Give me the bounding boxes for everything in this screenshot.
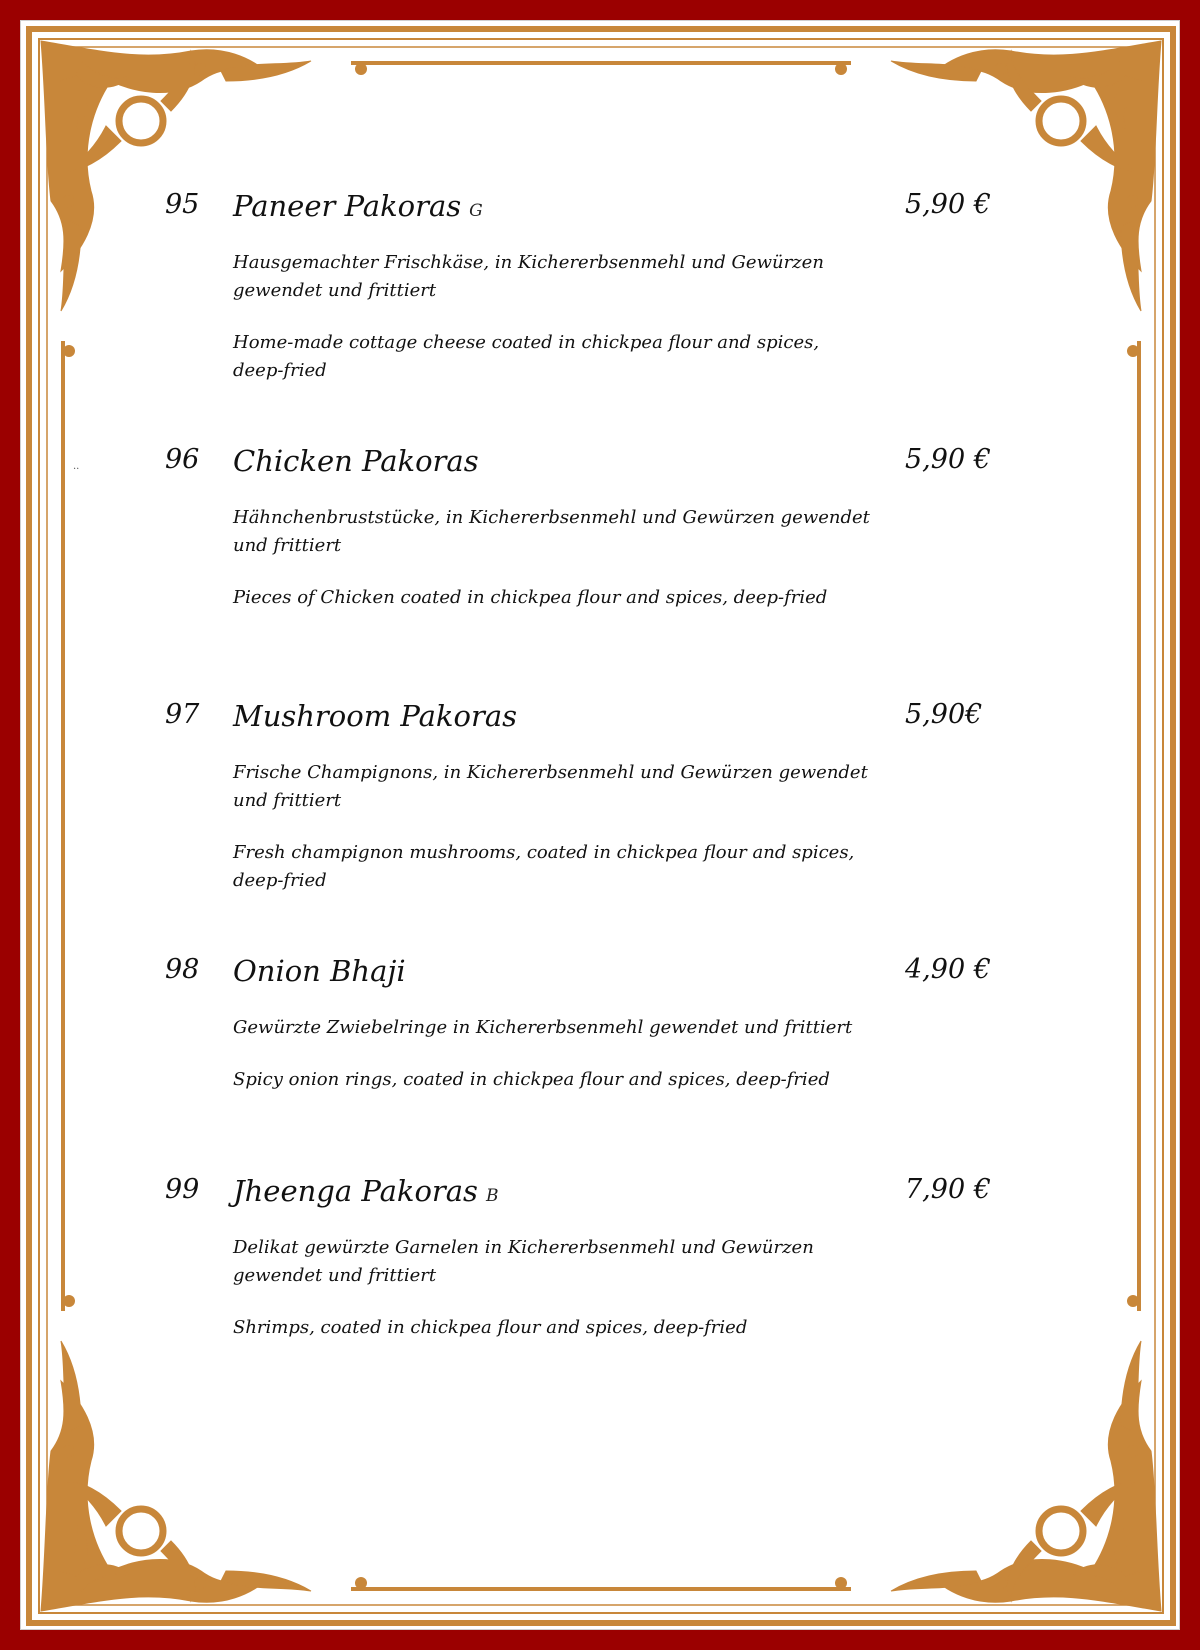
description-english: Shrimps, coated in chickpea flour and spices, deep-fried: [233, 1317, 748, 1338]
description-german: Hähnchenbruststücke, in Kichererbsenmehl und Gewürzen gewendet und frittiert: [233, 507, 870, 556]
item-name-text: Paneer Pakoras: [233, 189, 462, 223]
item-name-text: Jheenga Pakoras: [233, 1174, 478, 1208]
item-number: 99: [165, 1174, 200, 1205]
item-name-text: Onion Bhaji: [233, 954, 406, 988]
item-name: [233, 699, 525, 733]
item-number: 96: [165, 444, 200, 475]
menu-page: [20, 20, 1180, 1630]
item-price: 5,90€: [905, 699, 983, 730]
item-name-text: Chicken Pakoras: [233, 444, 479, 478]
item-name: [233, 1174, 498, 1208]
item-price: 7,90 €: [905, 1174, 991, 1205]
item-price: 5,90 €: [905, 444, 991, 475]
item-number: 95: [165, 189, 200, 220]
item-name-text: Mushroom Pakoras: [233, 699, 517, 733]
item-name: [233, 954, 414, 988]
description-english: Fresh champignon mushrooms, coated in chickpea flour and spices, deep-fried: [233, 842, 855, 891]
item-number: 97: [165, 699, 200, 730]
allergen-code: B: [485, 1186, 499, 1206]
description-german: Gewürzte Zwiebelringe in Kichererbsenmehl gewendet und frittiert: [233, 1017, 853, 1038]
item-price: 4,90 €: [905, 954, 991, 985]
description-german: Delikat gewürzte Garnelen in Kichererbsenmehl und Gewürzen gewendet und frittiert: [233, 1237, 814, 1286]
description-english: Pieces of Chicken coated in chickpea flour and spices, deep-fried: [233, 587, 828, 608]
description-german: Frische Champignons, in Kichererbsenmehl und Gewürzen gewendet und frittiert: [233, 762, 868, 811]
item-name: [233, 444, 487, 478]
description-german: Hausgemachter Frischkäse, in Kichererbsenmehl und Gewürzen gewendet und frittiert: [233, 252, 824, 301]
allergen-code: G: [469, 201, 483, 221]
stray-mark: ..: [73, 461, 80, 472]
item-name: [233, 189, 483, 223]
description-english: Home-made cottage cheese coated in chickpea flour and spices, deep-fried: [233, 332, 820, 381]
item-number: 98: [165, 954, 200, 985]
description-english: Spicy onion rings, coated in chickpea flour and spices, deep-fried: [233, 1069, 830, 1090]
item-price: 5,90 €: [905, 189, 991, 220]
